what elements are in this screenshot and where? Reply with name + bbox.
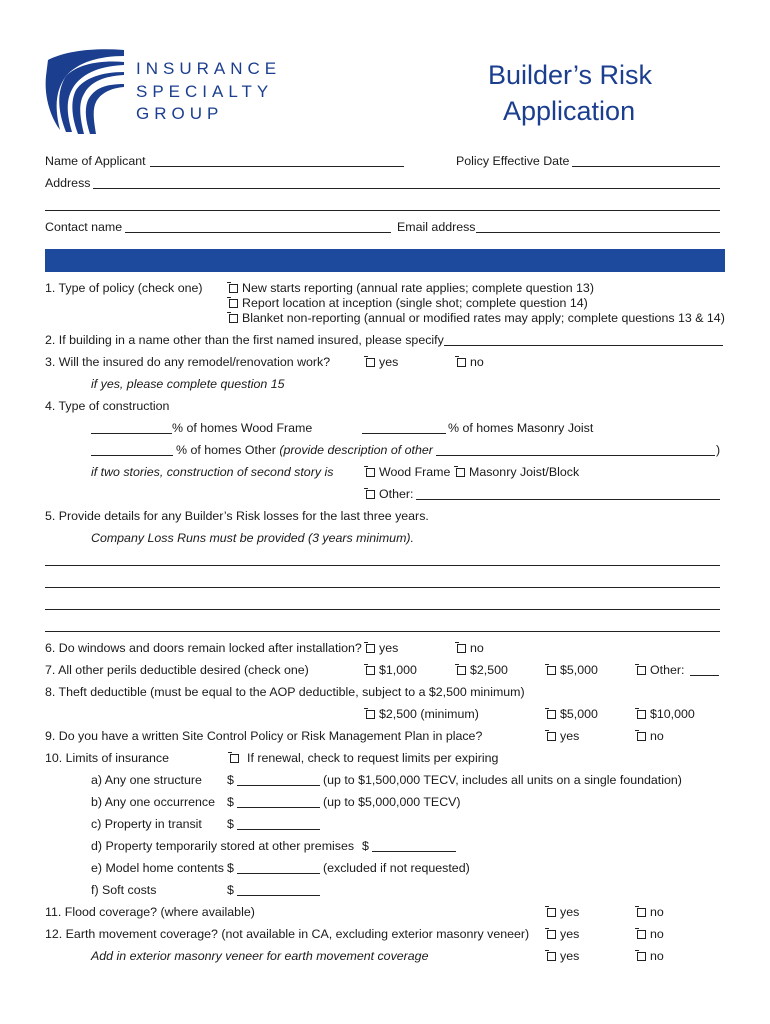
checkbox-icon[interactable] xyxy=(229,314,238,323)
page-title-line-2: Application xyxy=(503,96,636,126)
q3-yes[interactable]: yes xyxy=(366,356,398,368)
q1-option-blanket[interactable]: Blanket non-reporting (annual or modified rates may apply; complete questions 13 & 14) xyxy=(229,312,725,324)
checkbox-icon[interactable] xyxy=(229,299,238,308)
q10-e-field[interactable] xyxy=(237,873,320,874)
q4-second-story-note: if two stories, construction of second story is xyxy=(91,465,334,479)
q10-e-note: (excluded if not requested) xyxy=(323,861,470,875)
q4-other-option-field[interactable] xyxy=(416,499,720,500)
q10-c-field[interactable] xyxy=(237,829,320,830)
q11-label: 11. Flood coverage? (where available) xyxy=(45,905,255,919)
q7-other-field[interactable] xyxy=(690,675,719,676)
q12-note: Add in exterior masonry veneer for earth movement coverage xyxy=(91,949,429,963)
q4-other-label: % of homes Other (provide description of other xyxy=(176,443,433,457)
checkbox-icon[interactable] xyxy=(457,666,466,675)
q5-field-line-4[interactable] xyxy=(45,631,720,632)
q2-label: 2. If building in a name other than the first named insured, please specify xyxy=(45,333,444,347)
q4-close-paren: ) xyxy=(716,443,721,457)
q4-other-percent-field[interactable] xyxy=(91,455,173,456)
q8-option-2500[interactable]: $2,500 (minimum) xyxy=(366,708,479,720)
contact-name-label: Contact name xyxy=(45,220,123,234)
q4-wood-frame-option[interactable]: Wood Frame xyxy=(366,466,450,478)
q10-a-label: a) Any one structure xyxy=(91,773,202,787)
checkbox-icon[interactable] xyxy=(547,908,556,917)
checkbox-icon[interactable] xyxy=(366,468,375,477)
checkbox-icon[interactable] xyxy=(637,732,646,741)
checkbox-icon[interactable] xyxy=(366,644,375,653)
q12-veneer-yes[interactable]: yes xyxy=(547,950,579,962)
checkbox-icon[interactable] xyxy=(637,710,646,719)
checkbox-icon[interactable] xyxy=(547,952,556,961)
checkbox-icon[interactable] xyxy=(637,908,646,917)
email-address-field[interactable] xyxy=(476,232,720,233)
q9-yes[interactable]: yes xyxy=(547,730,579,742)
q5-note: Company Loss Runs must be provided (3 years minimum). xyxy=(91,531,414,545)
q10-e-label: e) Model home contents xyxy=(91,861,224,875)
q5-field-line-3[interactable] xyxy=(45,609,720,610)
q10-f-field[interactable] xyxy=(237,895,320,896)
q7-label: 7. All other perils deductible desired (check one) xyxy=(45,663,309,677)
q12-veneer-no[interactable]: no xyxy=(637,950,664,962)
section-band xyxy=(45,249,725,272)
checkbox-icon[interactable] xyxy=(547,710,556,719)
checkbox-icon[interactable] xyxy=(456,468,465,477)
checkbox-icon[interactable] xyxy=(637,666,646,675)
checkbox-icon[interactable] xyxy=(457,644,466,653)
q12-no[interactable]: no xyxy=(637,928,664,940)
policy-effective-date-label: Policy Effective Date xyxy=(456,154,570,168)
q10-f-label: f) Soft costs xyxy=(91,883,157,897)
q1-option-report-location[interactable]: Report location at inception (single shot; complete question 14) xyxy=(229,297,588,309)
dollar-sign: $ xyxy=(227,795,234,809)
q12-label: 12. Earth movement coverage? (not available in CA, excluding exterior masonry veneer) xyxy=(45,927,530,941)
checkbox-icon[interactable] xyxy=(547,666,556,675)
dollar-sign: $ xyxy=(227,773,234,787)
email-address-label: Email address xyxy=(397,220,476,234)
q6-yes[interactable]: yes xyxy=(366,642,398,654)
q6-no[interactable]: no xyxy=(457,642,484,654)
checkbox-icon[interactable] xyxy=(457,358,466,367)
q11-no[interactable]: no xyxy=(637,906,664,918)
q4-wood-frame-label: % of homes Wood Frame xyxy=(172,421,313,435)
brand-line-3: GROUP xyxy=(136,104,224,123)
q10-d-field[interactable] xyxy=(372,851,456,852)
dollar-sign: $ xyxy=(227,883,234,897)
page-title-line-1: Builder’s Risk xyxy=(488,60,653,90)
q10-b-note: (up to $5,000,000 TECV) xyxy=(323,795,461,809)
checkbox-icon[interactable] xyxy=(637,952,646,961)
q4-other-option[interactable]: Other: xyxy=(366,488,413,500)
brand-line-2: SPECIALTY xyxy=(136,82,274,101)
q10-renewal-option[interactable]: If renewal, check to request limits per expiring xyxy=(230,752,498,764)
q10-a-note: (up to $1,500,000 TECV, includes all units on a single foundation) xyxy=(323,773,682,787)
q10-label: 10. Limits of insurance xyxy=(45,751,169,765)
q7-option-5000[interactable]: $5,000 xyxy=(547,664,598,676)
q9-label: 9. Do you have a written Site Control Policy or Risk Management Plan in place? xyxy=(45,729,483,743)
dollar-sign: $ xyxy=(227,861,234,875)
q1-option-new-starts[interactable]: New starts reporting (annual rate applies; complete question 13) xyxy=(229,282,594,294)
q6-label: 6. Do windows and doors remain locked after installation? xyxy=(45,641,362,655)
checkbox-icon[interactable] xyxy=(366,490,375,499)
q10-d-label: d) Property temporarily stored at other premises xyxy=(91,839,355,853)
q8-label: 8. Theft deductible (must be equal to the AOP deductible, subject to a $2,500 minimum) xyxy=(45,685,525,699)
q10-a-field[interactable] xyxy=(237,785,320,786)
checkbox-icon[interactable] xyxy=(366,666,375,675)
checkbox-icon[interactable] xyxy=(637,930,646,939)
name-of-applicant-field[interactable] xyxy=(150,166,404,167)
q4-wood-frame-field[interactable] xyxy=(91,433,172,434)
dollar-sign: $ xyxy=(362,839,369,853)
address-field-line-2[interactable] xyxy=(45,210,720,211)
q10-b-label: b) Any one occurrence xyxy=(91,795,215,809)
q9-no[interactable]: no xyxy=(637,730,664,742)
q3-label: 3. Will the insured do any remodel/renovation work? xyxy=(45,355,331,369)
checkbox-icon[interactable] xyxy=(547,732,556,741)
address-label: Address xyxy=(45,176,91,190)
q7-option-1000[interactable]: $1,000 xyxy=(366,664,417,676)
q4-label: 4. Type of construction xyxy=(45,399,170,413)
q7-option-2500[interactable]: $2,500 xyxy=(457,664,508,676)
contact-name-field[interactable] xyxy=(125,232,391,233)
q4-masonry-option[interactable]: Masonry Joist/Block xyxy=(456,466,579,478)
address-field[interactable] xyxy=(93,188,720,189)
dollar-sign: $ xyxy=(227,817,234,831)
q10-c-label: c) Property in transit xyxy=(91,817,202,831)
q8-option-10000[interactable]: $10,000 xyxy=(637,708,695,720)
q7-option-other[interactable]: Other: xyxy=(637,664,684,676)
logo-swoosh-icon xyxy=(44,46,126,136)
q3-note: if yes, please complete question 15 xyxy=(91,377,285,391)
policy-effective-date-field[interactable] xyxy=(572,166,720,167)
q4-masonry-joist-label: % of homes Masonry Joist xyxy=(448,421,594,435)
checkbox-icon[interactable] xyxy=(547,930,556,939)
q12-yes[interactable]: yes xyxy=(547,928,579,940)
q11-yes[interactable]: yes xyxy=(547,906,579,918)
checkbox-icon[interactable] xyxy=(366,358,375,367)
q10-b-field[interactable] xyxy=(237,807,320,808)
q1-label: 1. Type of policy (check one) xyxy=(45,281,203,295)
q4-other-description-field[interactable] xyxy=(436,455,715,456)
q8-option-5000[interactable]: $5,000 xyxy=(547,708,598,720)
checkbox-icon[interactable] xyxy=(230,754,239,763)
checkbox-icon[interactable] xyxy=(229,284,238,293)
q5-field-line-2[interactable] xyxy=(45,587,720,588)
q5-label: 5. Provide details for any Builder’s Risk losses for the last three years. xyxy=(45,509,429,523)
q3-no[interactable]: no xyxy=(457,356,484,368)
name-of-applicant-label: Name of Applicant xyxy=(45,154,146,168)
q2-field[interactable] xyxy=(444,345,723,346)
checkbox-icon[interactable] xyxy=(366,710,375,719)
q5-field-line-1[interactable] xyxy=(45,565,720,566)
brand-line-1: INSURANCE xyxy=(136,59,282,78)
q4-masonry-joist-field[interactable] xyxy=(362,433,446,434)
